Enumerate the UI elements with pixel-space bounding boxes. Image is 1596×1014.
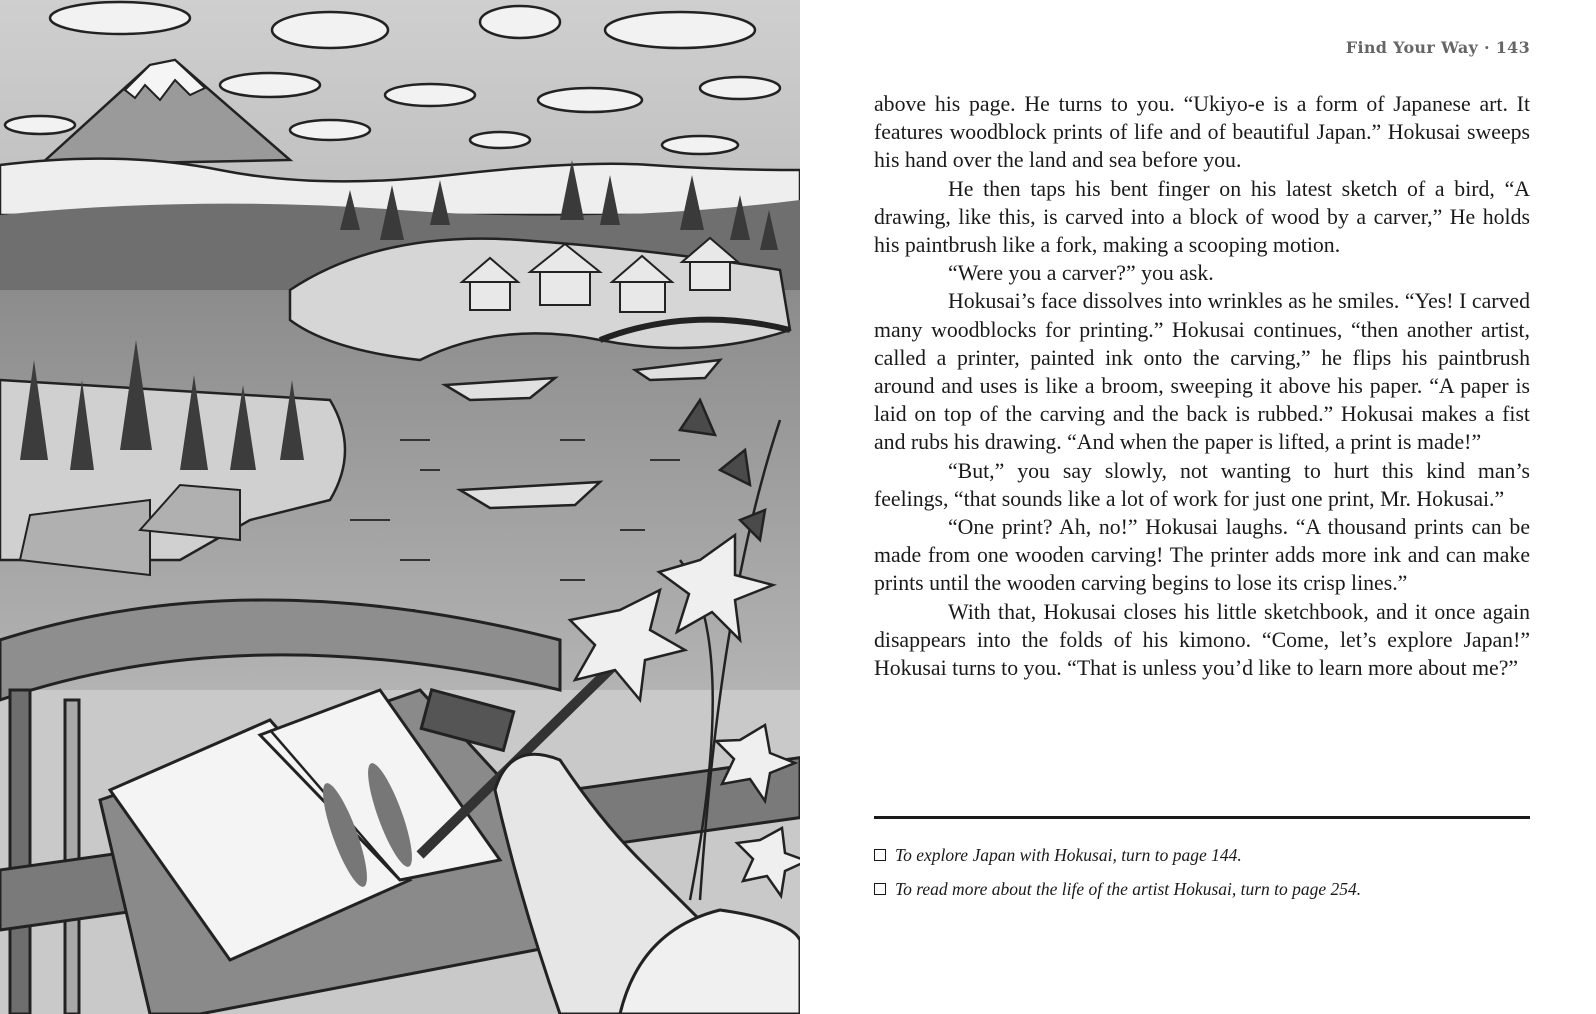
checkbox-icon[interactable] — [874, 849, 886, 861]
paragraph: Hokusai’s face dissolves into wrinkles as he smiles. “Yes! I carved many woodblocks for printing.” Hokusai continues, “then another artist, called a printer, painted ink onto the carving,” he flips his paintbrush around and uses is like a broom, sweeping it above his paper. “A paper is laid on top of the carving and the back is rubbed.” Hokusai makes a fist and rubs his drawing. “And when the paper is lifted, a print is made!” — [874, 289, 1530, 455]
paragraph: above his page. He turns to you. “Ukiyo-e is a form of Japanese art. It features woodblock prints of life and of beautiful Japan.” Hokusai sweeps his hand over the land and sea before you. — [874, 92, 1530, 173]
paragraph: “But,” you say slowly, not wanting to hurt this kind man’s feelings, “that sounds like a lot of work for just one print, Mr. Hokusai.” — [874, 458, 1530, 511]
paragraph: “One print? Ah, no!” Hokusai laughs. “A thousand prints can be made from one wooden carving! The printer adds more ink and can make prints until the wooden carving begins to lose its crisp lines.” — [874, 515, 1530, 596]
body-text — [874, 90, 1530, 682]
choice-label: To explore Japan with Hokusai, turn to page 144. — [895, 844, 1242, 865]
text-page — [874, 0, 1530, 1014]
choice-read-about-hokusai[interactable] — [874, 872, 1530, 906]
divider — [874, 816, 1530, 819]
running-head: Find Your Way · 143 — [1345, 38, 1530, 57]
paragraph: “Were you a carver?” you ask. — [948, 261, 1214, 286]
paragraph: He then taps his bent finger on his latest sketch of a bird, “A drawing, like this, is carved into a block of wood by a carver,” He holds his paintbrush like a fork, making a scooping motion. — [874, 176, 1530, 258]
choice-list — [874, 838, 1530, 906]
choice-label: To read more about the life of the artist Hokusai, turn to page 254. — [895, 878, 1362, 899]
checkbox-icon[interactable] — [874, 883, 886, 895]
choice-explore-japan[interactable] — [874, 838, 1530, 872]
paragraph: With that, Hokusai closes his little sketchbook, and it once again disappears into the folds of his kimono. “Come, let’s explore Japan!” Hokusai turns to you. “That is unless you’d like to learn more about me?” — [874, 599, 1530, 681]
